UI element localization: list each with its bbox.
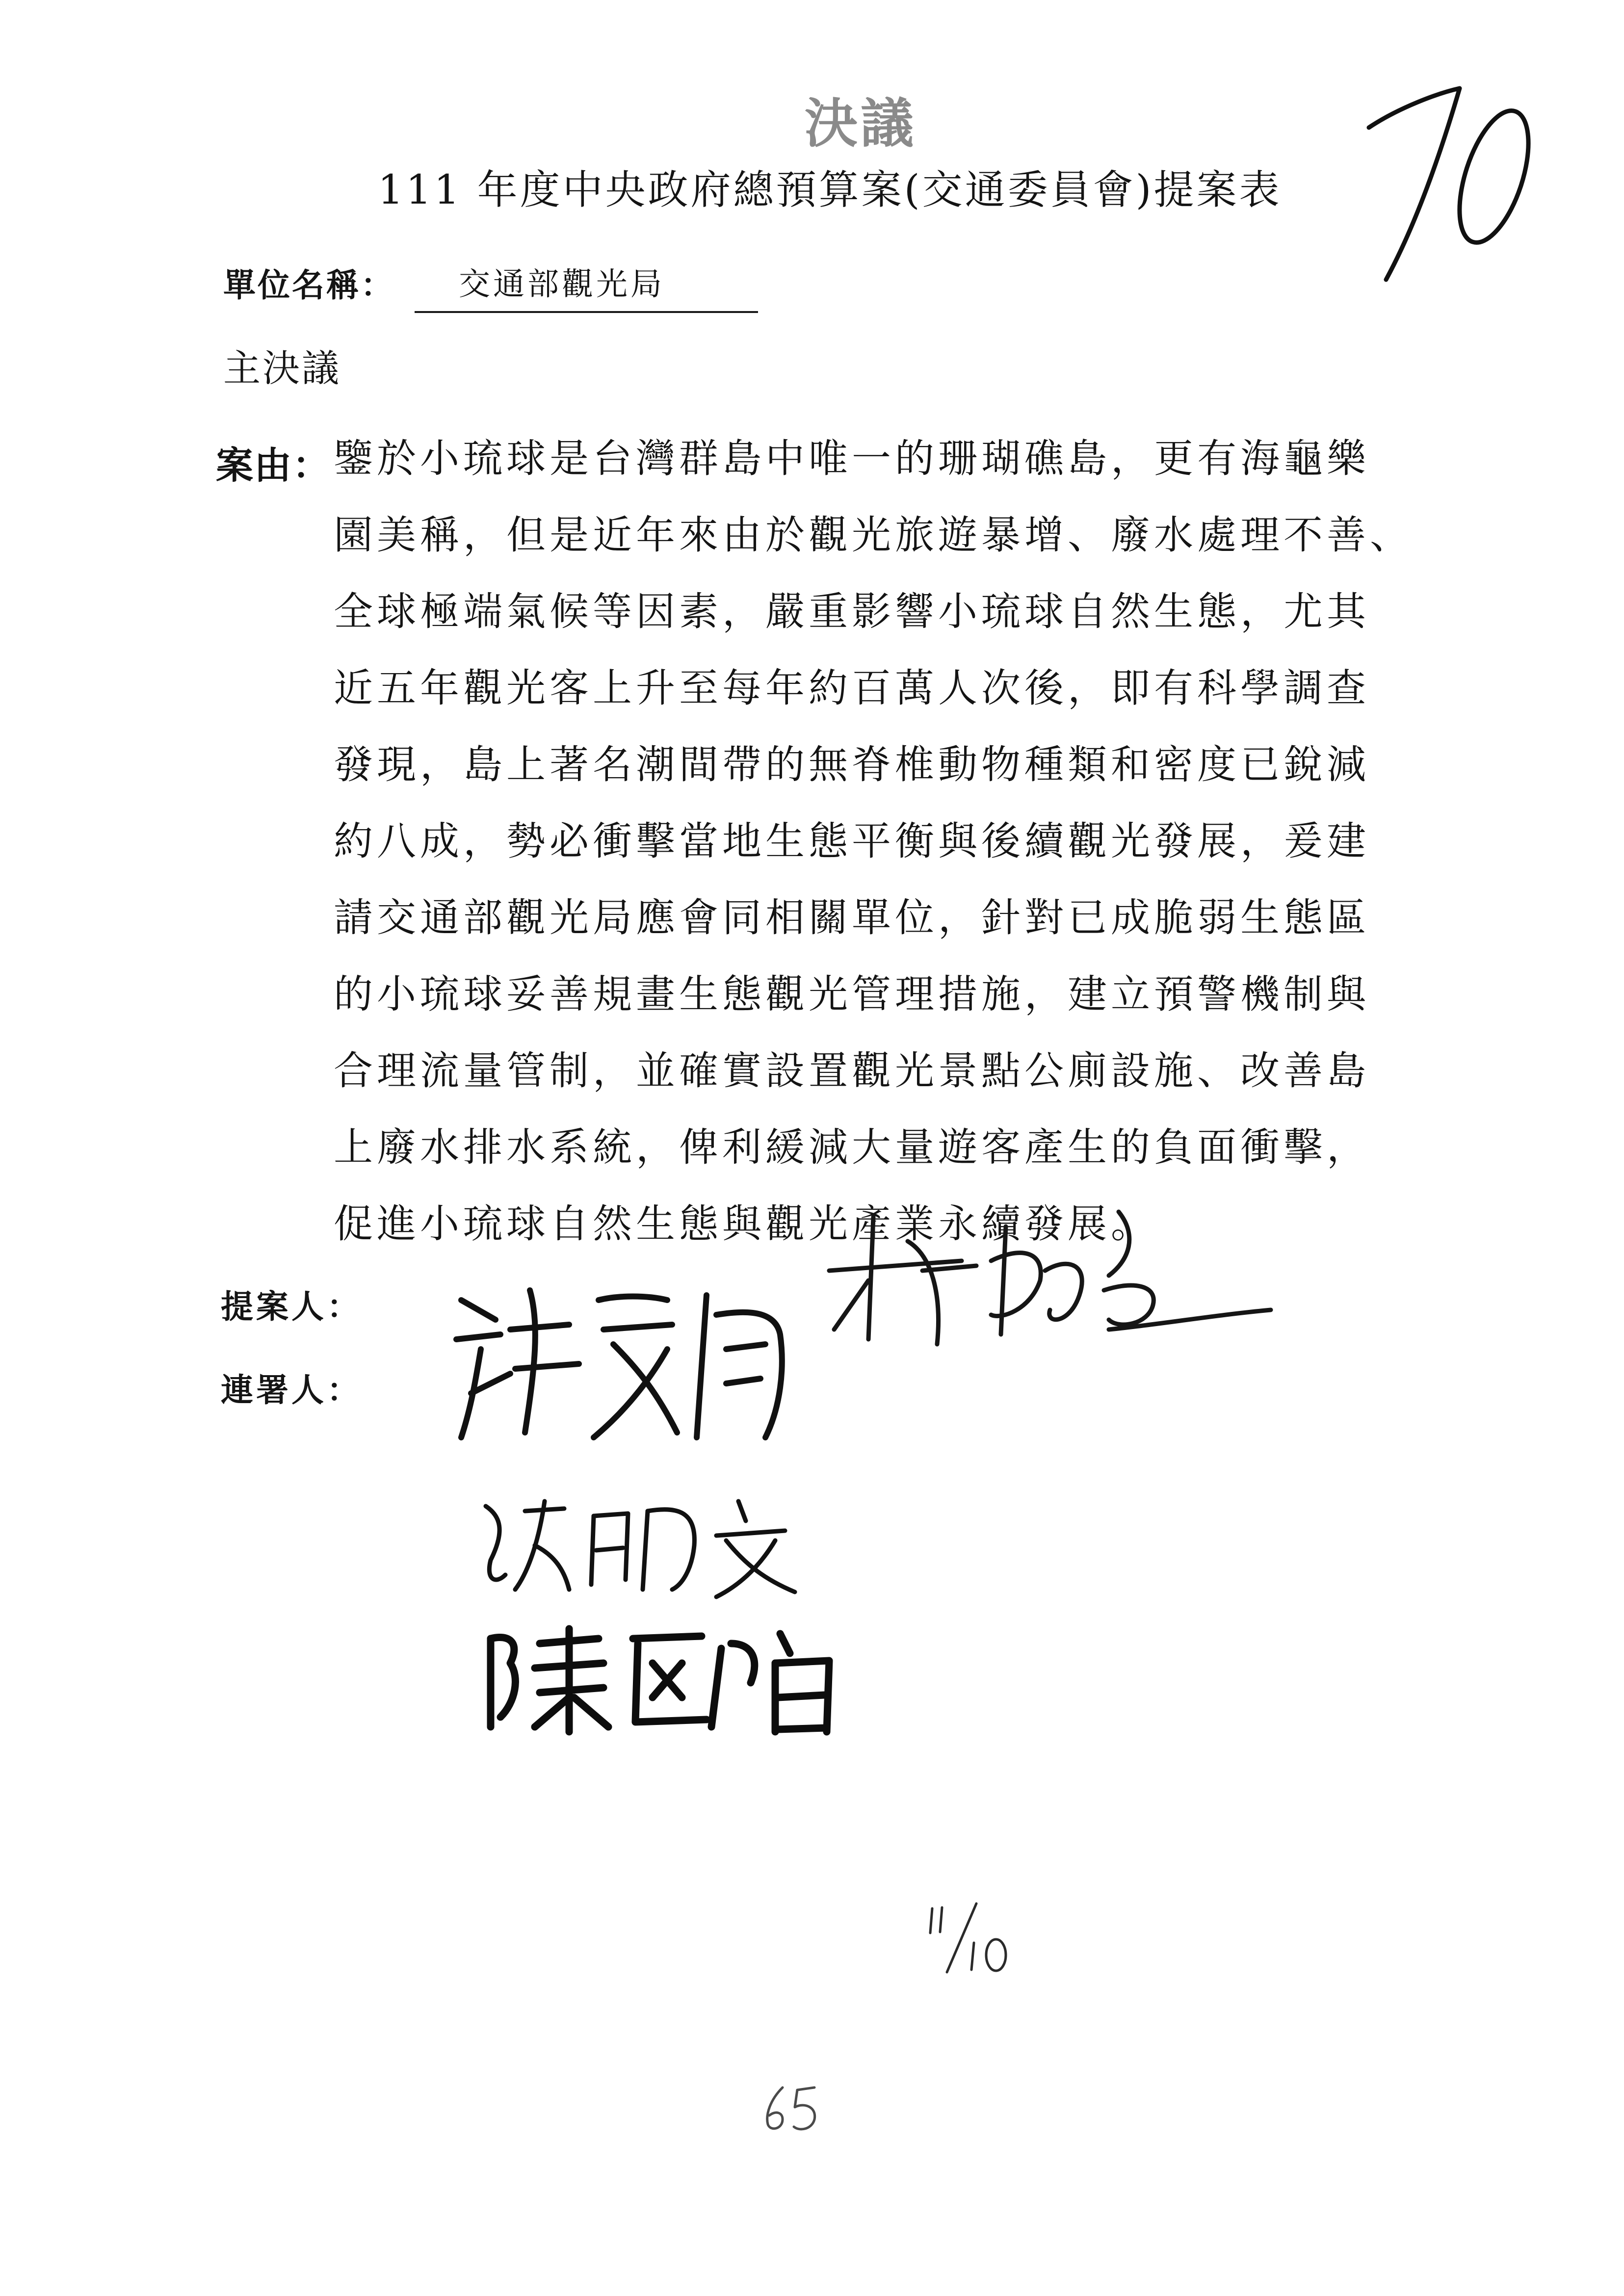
case-line: 促進小琉球自然生態與觀光產業永續發展。 — [334, 1201, 1154, 1247]
case-line: 約八成，勢必衝擊當地生態平衡與後續觀光發展，爰建 — [334, 818, 1370, 864]
cosigner-label: 連署人： — [221, 1371, 362, 1409]
case-line: 上廢水排水系統，俾利緩減大量遊客產生的負面衝擊， — [334, 1124, 1370, 1170]
case-line: 鑒於小琉球是台灣群島中唯一的珊瑚礁島，更有海龜樂 — [334, 436, 1370, 481]
unit-name-value: 交通部觀光局 — [415, 259, 758, 313]
case-line: 的小琉球妥善規畫生態觀光管理措施，建立預警機制與 — [334, 971, 1370, 1017]
signature-cosigner-3 — [476, 1614, 868, 1742]
case-line: 合理流量管制，並確實設置觀光景點公廁設施、改善島 — [334, 1048, 1370, 1094]
resolution-stamp: 決議 — [805, 93, 917, 155]
case-line: 園美稱，但是近年來由於觀光旅遊暴增、廢水處理不善、 — [334, 512, 1413, 558]
handwritten-date — [917, 1899, 1016, 1977]
handwritten-page-number — [756, 2080, 834, 2139]
case-line: 近五年觀光客上升至每年約百萬人次後，即有科學調查 — [334, 665, 1370, 711]
signature-cosigner-2 — [471, 1487, 814, 1604]
form-title: 111 年度中央政府總預算案(交通委員會)提案表 — [378, 167, 1282, 213]
case-line: 全球極端氣候等因素，嚴重影響小琉球自然生態，尤其 — [334, 589, 1370, 634]
unit-name-label: 單位名稱： — [223, 266, 395, 304]
case-line: 請交通部觀光局應會同相關單位，針對已成脆弱生態區 — [334, 895, 1370, 940]
case-label: 案由： — [216, 444, 331, 487]
main-resolution-heading: 主決議 — [223, 346, 341, 390]
signature-cosigner-1 — [442, 1271, 814, 1457]
signature-proposer — [814, 1197, 1281, 1364]
case-body — [334, 434, 1438, 1276]
case-line: 發現，島上著名潮間帶的無脊椎動物種類和密度已銳減 — [334, 742, 1370, 787]
proposer-label: 提案人： — [221, 1287, 362, 1326]
handwritten-number — [1359, 74, 1536, 304]
